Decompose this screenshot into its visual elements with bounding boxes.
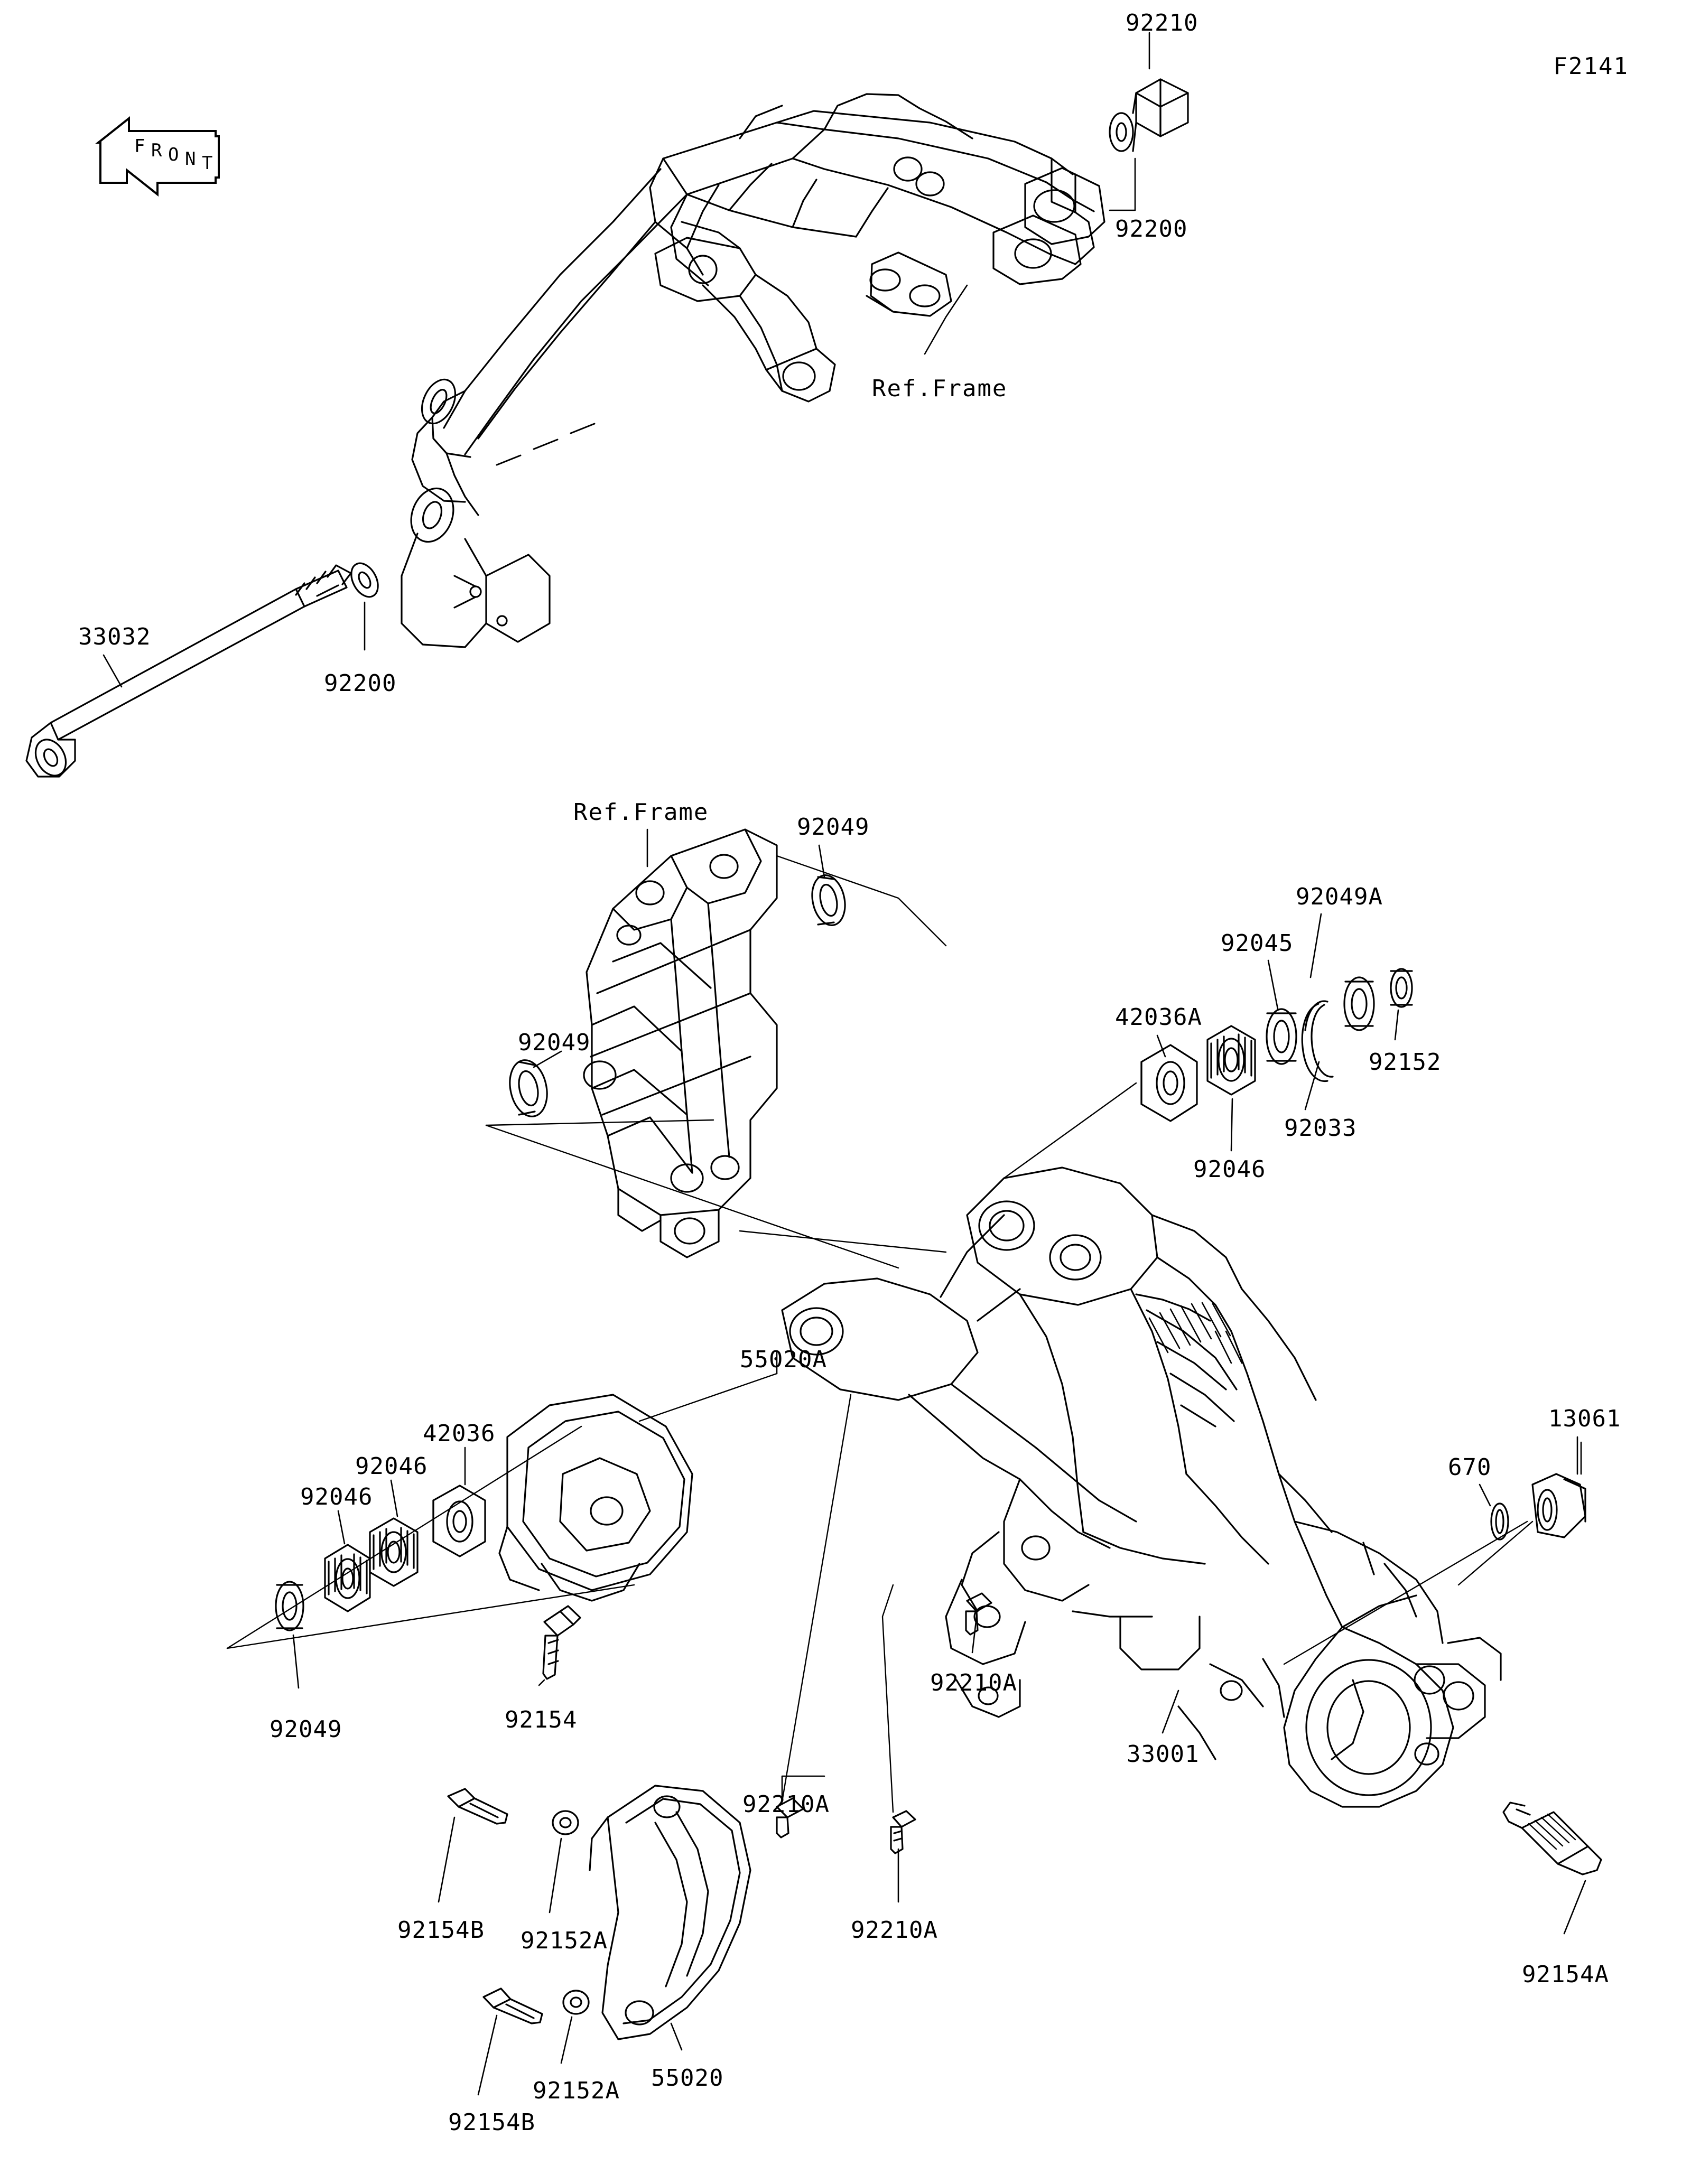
part-label-33001: 33001 [1127, 1741, 1200, 1768]
part-label-92046-left: 92046 [300, 1483, 373, 1510]
part-label-92049a: 92049A [1296, 883, 1383, 910]
part-label-42036: 42036 [423, 1420, 496, 1447]
part-label-92154a: 92154A [1522, 1961, 1609, 1988]
part-label-92049-top: 92049 [797, 814, 870, 841]
svg-text:R: R [151, 140, 162, 161]
part-label-92154b-bottom: 92154B [448, 2109, 535, 2136]
part-label-92210a-mid: 92210A [742, 1791, 830, 1818]
svg-text:N: N [185, 148, 196, 170]
swingarm-33001 [782, 1168, 1501, 1807]
ref-label-frame-middle: Ref.Frame [573, 799, 709, 826]
guard-55020-group [439, 1395, 991, 2095]
part-label-92049-bottomleft: 92049 [270, 1716, 342, 1743]
guard-55020a-group [227, 1352, 777, 1688]
part-label-92046-mid: 92046 [355, 1453, 428, 1480]
part-label-92210a-lower: 92210A [851, 1917, 938, 1944]
part-label-55020: 55020 [651, 2065, 724, 2092]
part-label-92154: 92154 [505, 1706, 578, 1733]
part-label-92033: 92033 [1284, 1115, 1357, 1142]
part-label-92210: 92210 [1126, 10, 1198, 36]
ref-label-frame-upper: Ref.Frame [872, 375, 1008, 402]
part-label-92200-lower: 92200 [324, 670, 397, 697]
part-label-92152a-bottom: 92152A [533, 2077, 620, 2104]
part-label-92045: 92045 [1221, 930, 1294, 957]
oring-holder-group [1284, 1437, 1585, 1664]
svg-text:F: F [134, 136, 145, 157]
bolt-92154a [1503, 1803, 1601, 1934]
part-label-92049-left: 92049 [518, 1029, 591, 1056]
part-label-92210a-upper: 92210A [930, 1669, 1017, 1696]
svg-text:O: O [168, 144, 179, 165]
part-label-670: 670 [1448, 1454, 1492, 1481]
svg-text:T: T [202, 153, 213, 174]
part-label-92046-right: 92046 [1193, 1156, 1266, 1183]
part-label-92152: 92152 [1369, 1049, 1442, 1076]
part-label-13061: 13061 [1548, 1405, 1621, 1432]
part-label-33032: 33032 [78, 623, 151, 650]
part-label-92152a-top: 92152A [521, 1927, 608, 1954]
frame-upper-assembly [402, 33, 1188, 647]
part-label-55020a: 55020A [740, 1346, 827, 1373]
part-label-42036a: 42036A [1115, 1004, 1202, 1031]
diagram-code: F2141 [1553, 53, 1629, 80]
part-label-92200-upper: 92200 [1115, 216, 1188, 242]
part-label-92154b-top: 92154B [397, 1917, 485, 1944]
